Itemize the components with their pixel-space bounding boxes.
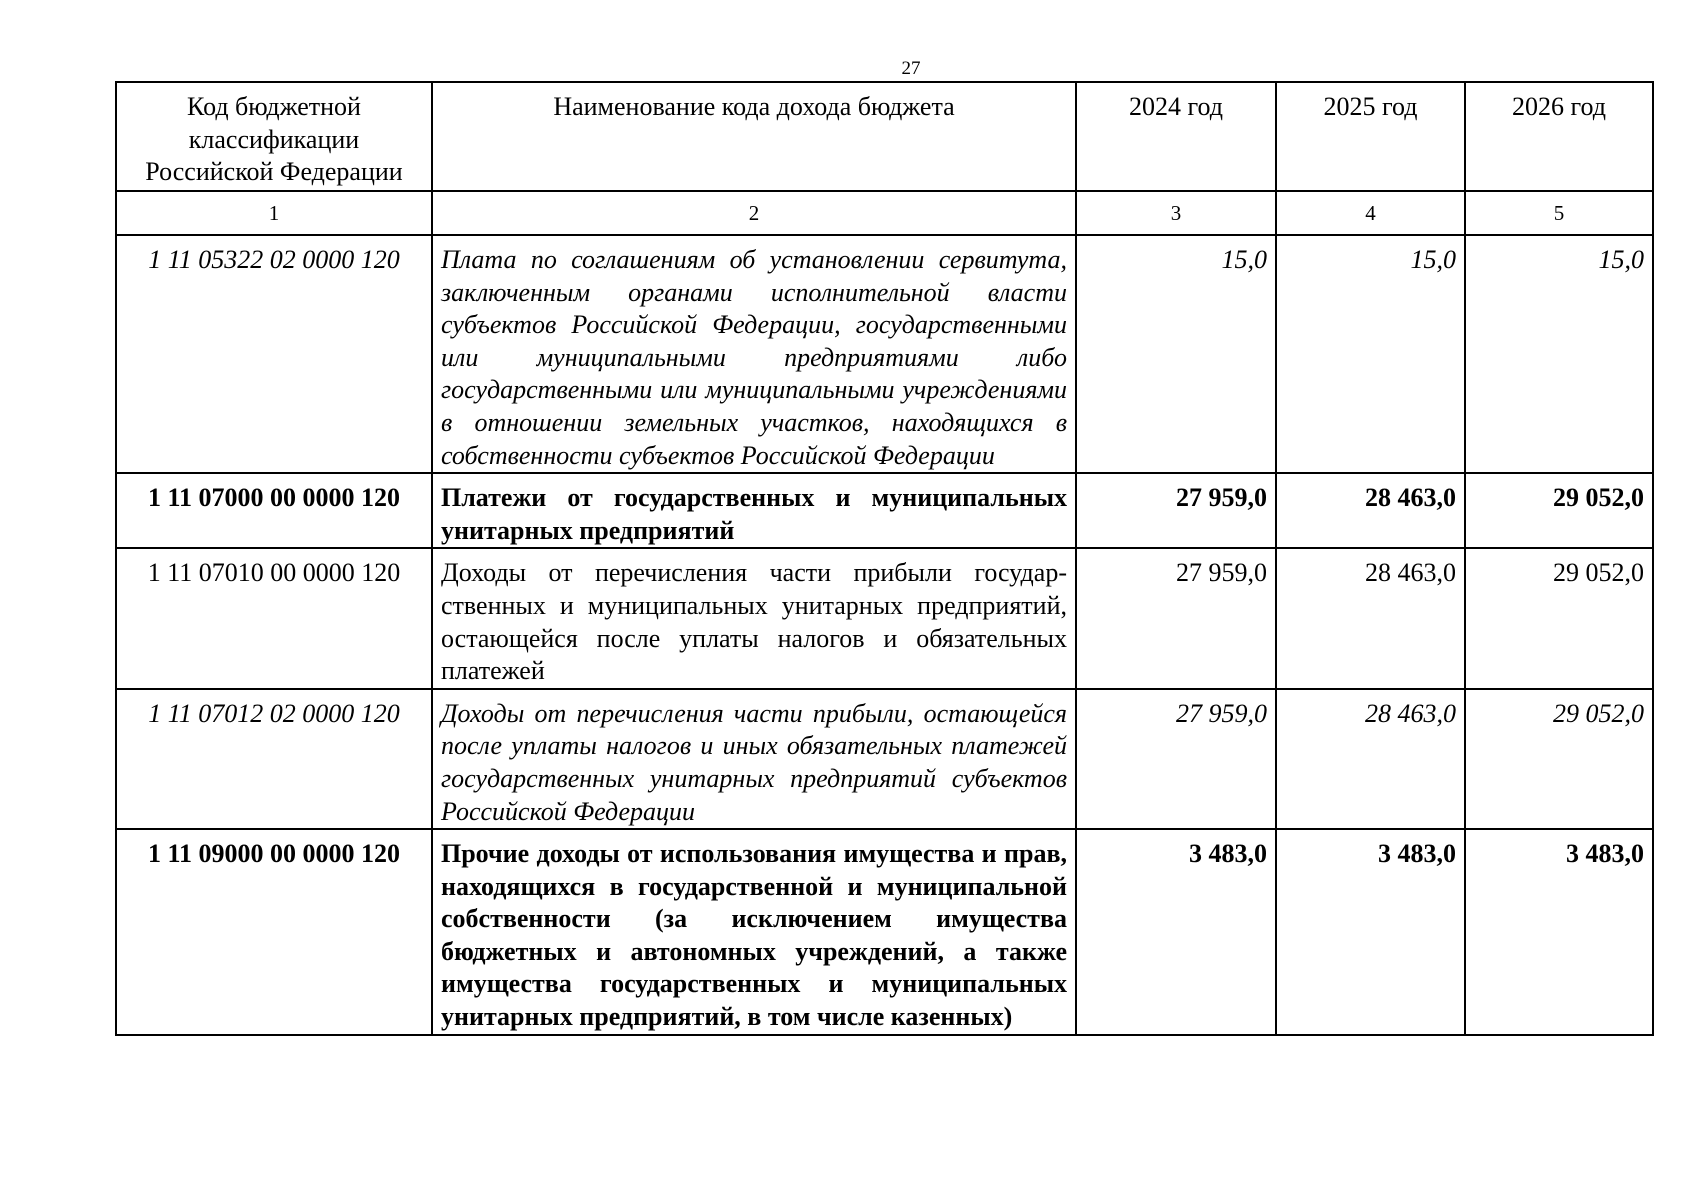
column-number: 2 bbox=[432, 191, 1076, 235]
budget-code-cell: 1 11 05322 02 0000 120 bbox=[116, 235, 432, 473]
column-number: 1 bbox=[116, 191, 432, 235]
revenue-name-cell: Доходы от перечисления части прибыли государственных и муниципальных унитарных предприятий, остающейся после уплаты налогов и обязательных платежей bbox=[432, 548, 1076, 688]
table-header-row bbox=[116, 82, 1653, 191]
amount-2026-cell: 29 052,0 bbox=[1465, 548, 1653, 688]
amount-2024-cell: 15,0 bbox=[1076, 235, 1276, 473]
budget-code-cell: 1 11 07012 02 0000 120 bbox=[116, 689, 432, 829]
header-budget-code: Код бюджетной классификации Российской Федерации bbox=[116, 82, 432, 191]
table-row bbox=[116, 548, 1653, 688]
header-revenue-name: Наименование кода дохода бюджета bbox=[432, 82, 1076, 191]
column-number: 5 bbox=[1465, 191, 1653, 235]
table-row bbox=[116, 235, 1653, 473]
table-row bbox=[116, 473, 1653, 548]
amount-2025-cell: 28 463,0 bbox=[1276, 548, 1465, 688]
budget-revenue-table bbox=[115, 81, 1654, 1036]
table-row bbox=[116, 829, 1653, 1035]
header-year-2025: 2025 год bbox=[1276, 82, 1465, 191]
amount-2024-cell: 27 959,0 bbox=[1076, 473, 1276, 548]
amount-2026-cell: 29 052,0 bbox=[1465, 473, 1653, 548]
amount-2025-cell: 28 463,0 bbox=[1276, 689, 1465, 829]
header-year-2026: 2026 год bbox=[1465, 82, 1653, 191]
table-row bbox=[116, 689, 1653, 829]
column-number: 3 bbox=[1076, 191, 1276, 235]
budget-code-cell: 1 11 07010 00 0000 120 bbox=[116, 548, 432, 688]
budget-code-cell: 1 11 07000 00 0000 120 bbox=[116, 473, 432, 548]
amount-2026-cell: 3 483,0 bbox=[1465, 829, 1653, 1035]
revenue-name-cell: Прочие доходы от использования имущества и прав, находящихся в государственной и муниципальной собственности (за исключением имущества бюджетных и автономных учреждений, а также имущества государственных и муниципальных унитарных предприятий, в том числе казенных) bbox=[432, 829, 1076, 1035]
revenue-name-cell: Плата по соглашениям об установлении сервитута, заключенным органами исполнительной власти субъектов Российской Федерации, государственными или муниципальными предприятиями либо государственными или муниципальными учреждениями в отношении земельных участков, находящихся в собственности субъектов Российской Федерации bbox=[432, 235, 1076, 473]
amount-2026-cell: 15,0 bbox=[1465, 235, 1653, 473]
amount-2025-cell: 28 463,0 bbox=[1276, 473, 1465, 548]
amount-2024-cell: 3 483,0 bbox=[1076, 829, 1276, 1035]
amount-2024-cell: 27 959,0 bbox=[1076, 689, 1276, 829]
amount-2024-cell: 27 959,0 bbox=[1076, 548, 1276, 688]
column-number-row bbox=[116, 191, 1653, 235]
page-number: 27 bbox=[901, 58, 921, 79]
revenue-name-cell: Платежи от государственных и муниципальных унитарных предприятий bbox=[432, 473, 1076, 548]
amount-2026-cell: 29 052,0 bbox=[1465, 689, 1653, 829]
budget-code-cell: 1 11 09000 00 0000 120 bbox=[116, 829, 432, 1035]
column-number: 4 bbox=[1276, 191, 1465, 235]
amount-2025-cell: 3 483,0 bbox=[1276, 829, 1465, 1035]
header-year-2024: 2024 год bbox=[1076, 82, 1276, 191]
amount-2025-cell: 15,0 bbox=[1276, 235, 1465, 473]
revenue-name-cell: Доходы от перечисления части прибыли, остающейся после уплаты налогов и иных обязательных платежей государственных унитарных предприятий субъектов Российской Федерации bbox=[432, 689, 1076, 829]
